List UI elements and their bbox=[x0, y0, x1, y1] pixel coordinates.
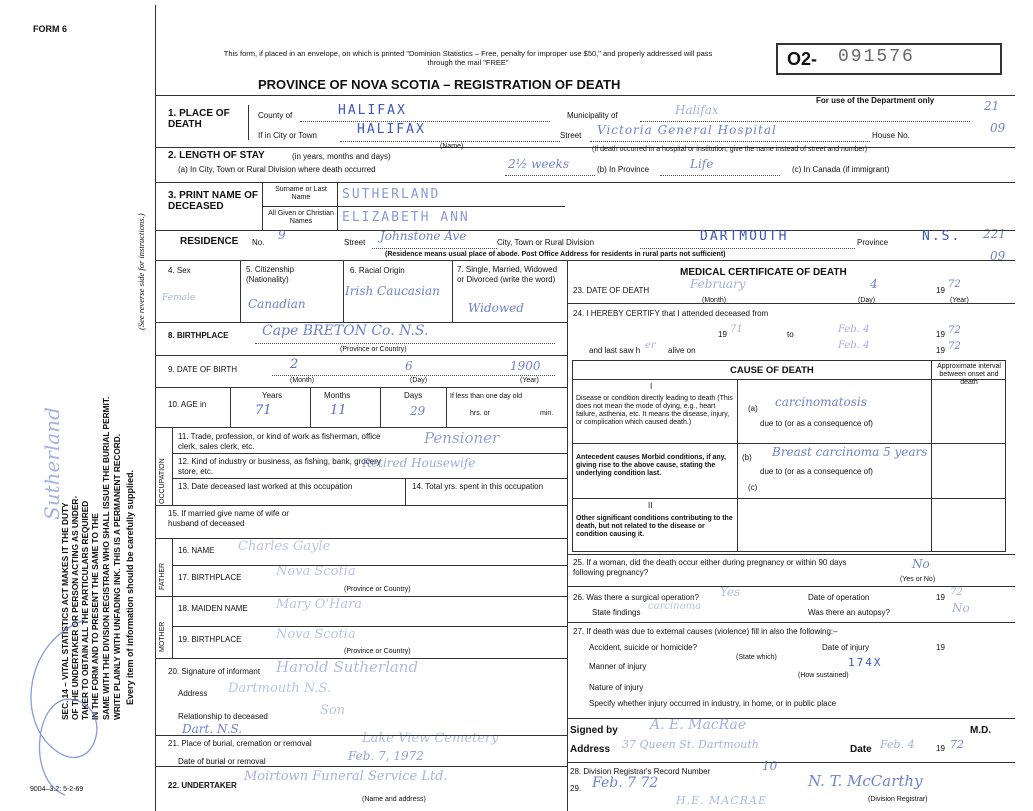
cause-a-label: (a) bbox=[748, 404, 758, 413]
mother-side-label: MOTHER bbox=[159, 621, 166, 652]
rule-7 bbox=[155, 387, 567, 388]
alive-yr-value[interactable]: 72 bbox=[948, 341, 961, 352]
dob-year-value[interactable]: 1900 bbox=[510, 359, 541, 373]
op-year-value[interactable]: 72 bbox=[950, 587, 963, 598]
rule-8 bbox=[155, 427, 567, 428]
given-label: All Given or Christian Names bbox=[268, 210, 334, 226]
given-value[interactable]: ELIZABETH ANN bbox=[342, 210, 470, 225]
bracket bbox=[248, 105, 249, 140]
accident-label: Accident, suicide or homicide? bbox=[589, 643, 698, 652]
occupation-side-label: OCCUPATION bbox=[159, 458, 166, 504]
informant-value[interactable]: Harold Sutherland bbox=[276, 658, 419, 676]
total-yrs-label: 14. Total yrs. spent in this occupation bbox=[412, 482, 544, 491]
side-text-4: IN THE FORM AND TO PRESENT THE SAME TO THE bbox=[90, 513, 100, 720]
death-19: 19 bbox=[936, 286, 945, 295]
side-text-8: Every item of information should be carefully supplied. bbox=[125, 469, 135, 705]
res-street-value[interactable]: Johnstone Ave bbox=[380, 229, 467, 243]
dob-day-value[interactable]: 6 bbox=[405, 359, 413, 373]
rule-13 bbox=[172, 565, 567, 566]
state-findings-label: State findings bbox=[592, 608, 641, 617]
dept-code-2: 221 bbox=[983, 227, 1006, 241]
rule-2 bbox=[155, 182, 1015, 183]
municipality-value[interactable]: Halifax bbox=[675, 103, 719, 117]
marital-value[interactable]: Widowed bbox=[468, 301, 524, 315]
burial-date-value[interactable]: Feb. 7, 1972 bbox=[348, 749, 424, 763]
age-days-value[interactable]: 29 bbox=[410, 404, 426, 418]
res-city-value[interactable]: DARTMOUTH bbox=[700, 229, 789, 244]
line-29-label: 29. bbox=[570, 784, 582, 793]
parents-side-rule bbox=[172, 538, 173, 658]
street-label: Street bbox=[560, 131, 582, 140]
med-address-label: Address bbox=[570, 744, 611, 755]
age-div-2 bbox=[310, 387, 311, 427]
form-number: FORM 6 bbox=[33, 24, 68, 34]
surname-label: Surname or Last Name bbox=[275, 186, 327, 202]
days-label: Days bbox=[404, 391, 423, 400]
res-province-value[interactable]: N.S. bbox=[922, 229, 962, 244]
rule-top bbox=[155, 95, 1015, 96]
county-label: County of bbox=[258, 111, 293, 120]
nature-label: Nature of injury bbox=[589, 683, 644, 692]
burial-place-value[interactable]: Lake View Cemetery bbox=[362, 731, 499, 746]
how-sustained-hint: (How sustained) bbox=[798, 672, 849, 679]
death-year-hint: (Year) bbox=[950, 297, 969, 304]
stay-province-value[interactable]: Life bbox=[690, 157, 714, 171]
col-div-2 bbox=[343, 260, 344, 322]
dept-code-1-sub: 09 bbox=[990, 121, 1006, 135]
min-label: min. bbox=[540, 410, 554, 417]
married-name-label: 15. If married give name of wife or husband of deceased bbox=[168, 509, 289, 528]
rule-4 bbox=[155, 260, 1015, 261]
side-text-9: (See reverse side for instructions.) bbox=[136, 213, 146, 330]
col-div-3 bbox=[452, 260, 453, 322]
father-birthplace-label: 17. BIRTHPLACE bbox=[178, 573, 242, 582]
father-name-label: 16. NAME bbox=[178, 546, 215, 555]
hospital-note: (If death occurred in a hospital or institution, give the name instead of street and number) bbox=[592, 146, 868, 153]
injury-19: 19 bbox=[936, 643, 945, 652]
undertaker-value[interactable]: Moirtown Funeral Service Ltd. bbox=[244, 769, 448, 784]
last-saw-label: and last saw h bbox=[589, 346, 641, 355]
side-text-7: WRITE PLAINLY WITH UNFADING INK. THIS IS A PERMANENT RECORD. bbox=[112, 433, 122, 720]
father-side-label: FATHER bbox=[159, 562, 166, 590]
dob-label: 9. DATE OF BIRTH bbox=[168, 365, 238, 374]
birthplace-hint: (Province or Country) bbox=[340, 346, 407, 353]
informant-label: 20. Signature of informant bbox=[168, 667, 261, 676]
left-frame bbox=[155, 5, 156, 811]
racial-label: 6. Racial Origin bbox=[350, 266, 405, 275]
side-text-1: SEC. 14 – VITAL STATISTICS ACT MAKES IT THE DUTY bbox=[60, 502, 70, 720]
department-use: For use of the Department only bbox=[816, 96, 935, 105]
stay-city-value[interactable]: 2½ weeks bbox=[508, 157, 569, 171]
birthplace-value[interactable]: Cape BRETON Co. N.S. bbox=[262, 323, 429, 339]
alive-date-value[interactable]: Feb. 4 bbox=[838, 340, 870, 351]
cause-a-value[interactable]: carcinomatosis bbox=[775, 395, 867, 409]
r-rule-6 bbox=[567, 762, 1015, 763]
div-registrar-hint: (Division Registrar) bbox=[868, 796, 928, 803]
county-value[interactable]: HALIFAX bbox=[338, 103, 407, 118]
inf-address-label: Address bbox=[178, 689, 208, 698]
op-19: 19 bbox=[936, 593, 945, 602]
date-last-worked-label: 13. Date deceased last worked at this occupation bbox=[178, 482, 353, 491]
mother-birthplace-label: 19. BIRTHPLACE bbox=[178, 635, 242, 644]
f-prov-hint: (Province or Country) bbox=[344, 586, 411, 593]
alive-on-label: alive on bbox=[668, 346, 696, 355]
city-line bbox=[340, 141, 560, 142]
col-div-1 bbox=[240, 260, 241, 322]
maiden-name-label: 18. MAIDEN NAME bbox=[178, 604, 248, 613]
marital-label: 7. Single, Married, Widowed or Divorced (write the word) bbox=[457, 265, 558, 284]
surgical-label: 26. Was there a surgical operation? bbox=[573, 593, 699, 602]
rule-18 bbox=[155, 766, 567, 767]
burial-date-label: Date of burial or removal bbox=[178, 757, 266, 766]
reg-record-value[interactable]: 10 bbox=[762, 759, 778, 773]
attend-to-value[interactable]: Feb. 4 bbox=[838, 324, 870, 335]
rule-12 bbox=[155, 538, 567, 539]
pregnancy-label: 25. If a woman, did the death occur either during pregnancy or within 90 days following pregnancy? bbox=[573, 558, 847, 577]
r-rule-3 bbox=[567, 586, 1015, 587]
place-of-death-label: 1. PLACE OF DEATH bbox=[168, 108, 230, 130]
relationship-value[interactable]: Son bbox=[320, 703, 346, 718]
stay-city-line bbox=[505, 175, 595, 176]
street-value[interactable]: Victoria General Hospital bbox=[597, 123, 777, 137]
city-name-hint: (Name) bbox=[440, 143, 464, 150]
r-rule-5 bbox=[567, 718, 1015, 719]
reg-date-value[interactable]: Feb. 7 72 bbox=[592, 775, 659, 791]
print-name-label: 3. PRINT NAME OF DECEASED bbox=[168, 190, 259, 212]
registrar-value[interactable]: N. T. McCarthy bbox=[808, 772, 923, 790]
external-label: 27. If death was due to external causes (violence) fill in also the following:– bbox=[573, 627, 838, 636]
med-date-label: Date bbox=[850, 744, 872, 755]
roman-1: I bbox=[650, 382, 653, 391]
findings-value[interactable]: carcinoma bbox=[648, 601, 702, 612]
stamp-name: H.E. MACRAE bbox=[676, 794, 767, 807]
undertaker-hint: (Name and address) bbox=[362, 796, 426, 803]
birthplace-line bbox=[255, 343, 555, 344]
date-op-label: Date of operation bbox=[808, 593, 870, 602]
date-injury-label: Date of injury bbox=[822, 643, 870, 652]
signer-value[interactable]: A. E. MacRae bbox=[650, 717, 747, 733]
yes-no-hint: (Yes or No) bbox=[900, 576, 936, 583]
length-hint: (in years, months and days) bbox=[292, 152, 391, 161]
dob-day-hint: (Day) bbox=[410, 377, 428, 384]
stay-canada-label: (c) In Canada (if immigrant) bbox=[792, 165, 890, 174]
roman-2: II bbox=[648, 501, 653, 510]
md-label: M.D. bbox=[970, 725, 992, 736]
maiden-name-value[interactable]: Mary O'Hara bbox=[276, 597, 363, 612]
racial-value[interactable]: Irish Caucasian bbox=[345, 284, 440, 298]
res-no-value[interactable]: 9 bbox=[278, 228, 286, 242]
trade-value[interactable]: Pensioner bbox=[424, 429, 500, 447]
residence-label: RESIDENCE bbox=[180, 236, 239, 247]
mother-birthplace-value[interactable]: Nova Scotia bbox=[276, 627, 356, 642]
dept-code-2-sub: 09 bbox=[990, 249, 1006, 263]
years-label: Years bbox=[262, 391, 283, 400]
death-day-value[interactable]: 4 bbox=[870, 277, 878, 291]
res-city-label: City, Town or Rural Division bbox=[497, 238, 595, 247]
surgical-value[interactable]: Yes bbox=[720, 585, 741, 599]
margin-scribble bbox=[5, 600, 125, 800]
antecedent-label: Antecedent causes Morbid conditions, if any, giving rise to the above cause, stating the underlying condition last. bbox=[576, 454, 727, 478]
city-label: If in City or Town bbox=[258, 131, 317, 140]
husband-value[interactable]: Charles Gayle bbox=[238, 539, 331, 554]
alive-19: 19 bbox=[936, 346, 945, 355]
age-div-1 bbox=[230, 387, 231, 427]
certify-label: 24. I HEREBY CERTIFY that I attended deceased from bbox=[573, 309, 769, 318]
citizenship-value[interactable]: Canadian bbox=[248, 297, 306, 311]
dob-line bbox=[272, 375, 555, 376]
attend-19: 19 bbox=[718, 330, 727, 339]
industry-value[interactable]: Retired Housewife bbox=[362, 456, 476, 470]
r-rule-1 bbox=[567, 303, 1015, 304]
rule-1 bbox=[155, 147, 1015, 148]
dob-year-hint: (Year) bbox=[520, 377, 539, 384]
med-year-value[interactable]: 72 bbox=[950, 738, 964, 751]
form-title: PROVINCE OF NOVA SCOTIA – REGISTRATION OF DEATH bbox=[258, 77, 621, 92]
res-street-line bbox=[372, 248, 497, 249]
r-rule-2 bbox=[567, 554, 1015, 555]
length-of-stay-label: 2. LENGTH OF STAY bbox=[168, 150, 265, 161]
registration-prefix: O2- bbox=[787, 49, 818, 69]
city-value[interactable]: HALIFAX bbox=[357, 122, 426, 137]
house-no-label: House No. bbox=[872, 131, 910, 140]
dob-month-value[interactable]: 2 bbox=[290, 357, 299, 372]
age-years-value[interactable]: 71 bbox=[255, 403, 272, 418]
center-divider bbox=[567, 260, 568, 811]
res-province-label: Province bbox=[857, 238, 889, 247]
municipality-line bbox=[640, 121, 970, 122]
name-mid-rule bbox=[262, 206, 565, 207]
r-rule-4 bbox=[567, 622, 1015, 623]
death-month-hint: (Month) bbox=[702, 297, 727, 304]
undertaker-label: 22. UNDERTAKER bbox=[168, 781, 237, 790]
municipality-label: Municipality of bbox=[567, 111, 618, 120]
hrs-label: hrs. or bbox=[470, 410, 490, 417]
cause-b-value[interactable]: Breast carcinoma 5 years bbox=[772, 445, 928, 459]
res-street-label: Street bbox=[344, 238, 366, 247]
inf-address-value[interactable]: Dartmouth N.S. bbox=[228, 681, 332, 696]
signed-by-label: Signed by bbox=[570, 725, 618, 736]
industry-label: 12. Kind of industry or business, as fishing, bank, grocery store, etc. bbox=[178, 457, 381, 476]
birthplace-label: 8. BIRTHPLACE bbox=[168, 331, 229, 340]
rule-11 bbox=[155, 505, 567, 506]
burial-place-label: 21. Place of burial, cremation or removal bbox=[168, 739, 312, 748]
interval-col bbox=[931, 360, 932, 552]
occ-div bbox=[405, 478, 406, 505]
cause-c-label: (c) bbox=[748, 483, 758, 492]
state-which-hint: (State which) bbox=[736, 654, 777, 661]
date-of-death-label: 23. DATE OF DEATH bbox=[573, 286, 650, 295]
med-19: 19 bbox=[936, 744, 945, 753]
relationship-label: Relationship to deceased bbox=[178, 712, 268, 721]
dept-code-1: 21 bbox=[984, 99, 1000, 113]
rule-9 bbox=[172, 453, 567, 454]
res-no-label: No. bbox=[252, 238, 265, 247]
attend-yr-value[interactable]: 72 bbox=[948, 325, 961, 336]
specify-label: Specify whether injury occurred in industry, in home, or in public place bbox=[589, 699, 837, 708]
death-month-value[interactable]: February bbox=[690, 277, 746, 291]
interval-header: Approximate interval between onset and death bbox=[937, 363, 1001, 387]
dob-month-hint: (Month) bbox=[290, 377, 315, 384]
cause-rule-b bbox=[572, 498, 1006, 499]
rule-6 bbox=[155, 355, 567, 356]
registration-number: 091576 bbox=[838, 47, 915, 67]
due-to-b: due to (or as a consequence of) bbox=[760, 467, 873, 476]
last-saw-value[interactable]: er bbox=[645, 340, 656, 351]
med-address-value[interactable]: 37 Queen St. Dartmouth bbox=[622, 738, 759, 751]
citizenship-label: 5. Citizenship (Nationality) bbox=[246, 265, 295, 284]
to-label: to bbox=[787, 330, 794, 339]
medical-cert-title: MEDICAL CERTIFICATE OF DEATH bbox=[680, 267, 847, 278]
death-day-hint: (Day) bbox=[858, 297, 876, 304]
residence-note: (Residence means usual place of abode. Post Office Address for residents in rural parts not sufficient) bbox=[385, 251, 726, 258]
sex-label: 4. Sex bbox=[168, 266, 191, 275]
cause-title: CAUSE OF DEATH bbox=[730, 365, 814, 376]
margin-signature: Sutherland bbox=[40, 407, 64, 520]
autopsy-label: Was there an autopsy? bbox=[808, 608, 890, 617]
cause-b-label: (b) bbox=[742, 453, 752, 462]
side-text-3: TAKER TO OBTAIN ALL THE PARTICULARS REQUIRED bbox=[80, 500, 90, 720]
occupation-side-rule bbox=[172, 427, 173, 505]
disease-direct-label: Disease or condition directly leading to death (This does not mean the mode of dying, e.g., heart failure, asthenia, etc. It means the disease, injury, or complication which caused death.) bbox=[576, 395, 733, 427]
manner-value[interactable]: 174X bbox=[848, 656, 883, 669]
months-label: Months bbox=[324, 391, 351, 400]
due-to-a: due to (or as a consequence of) bbox=[760, 419, 873, 428]
res-city-line bbox=[640, 248, 855, 249]
stay-province-line bbox=[660, 175, 780, 176]
age-div-4 bbox=[446, 387, 447, 427]
cause-rule-a bbox=[572, 443, 1006, 444]
father-birthplace-value[interactable]: Nova Scotia bbox=[276, 564, 356, 579]
med-date-value[interactable]: Feb. 4 bbox=[880, 738, 915, 751]
stay-city-label: (a) In City, Town or Rural Division where death occurred bbox=[178, 165, 376, 174]
sex-value[interactable]: Female bbox=[162, 293, 196, 303]
surname-value[interactable]: SUTHERLAND bbox=[342, 187, 441, 202]
street-line bbox=[590, 141, 870, 142]
m-prov-hint: (Province or Country) bbox=[344, 648, 411, 655]
reg-record-label: 28. Division Registrar's Record Number bbox=[570, 767, 711, 776]
side-text-2: OF THE UNDERTAKER OR PERSON ACTING AS UNDER- bbox=[70, 495, 80, 720]
other-significant-label: Other significant conditions contributing to the death, but not related to the disease or condition causing it. bbox=[576, 515, 733, 539]
trade-label: 11. Trade, profession, or kind of work as fisherman, office clerk, sales clerk, etc. bbox=[178, 432, 381, 451]
if-less-label: If less than one day old bbox=[450, 393, 522, 400]
cause-inner-col bbox=[737, 379, 738, 552]
attend-from-value[interactable]: 71 bbox=[730, 324, 743, 335]
death-year-value[interactable]: 72 bbox=[948, 279, 961, 290]
age-div-3 bbox=[380, 387, 381, 427]
autopsy-value[interactable]: No bbox=[952, 601, 970, 615]
mail-notice: This form, if placed in an envelope, on which is printed "Dominion Statistics – Free, penalty for improper use $50," and properly addressed will pass through the mail "FREE" bbox=[223, 49, 713, 68]
footer-code: 9004–3.2: 5-2-69 bbox=[30, 786, 84, 793]
pregnancy-value[interactable]: No bbox=[912, 557, 930, 571]
age-label: 10. AGE in bbox=[168, 400, 207, 409]
rule-10 bbox=[172, 478, 567, 479]
age-months-value[interactable]: 11 bbox=[330, 403, 347, 418]
manner-label: Manner of injury bbox=[589, 662, 647, 671]
stay-province-label: (b) In Province bbox=[597, 165, 650, 174]
attend-to-19: 19 bbox=[936, 330, 945, 339]
rule-15 bbox=[172, 626, 567, 627]
burial-pre-value[interactable]: Dart. N.S. bbox=[182, 722, 243, 736]
side-text-6: SAME WITH THE DIVISION REGISTRAR WHO SHALL ISSUE THE BURIAL PERMIT. bbox=[101, 396, 111, 720]
